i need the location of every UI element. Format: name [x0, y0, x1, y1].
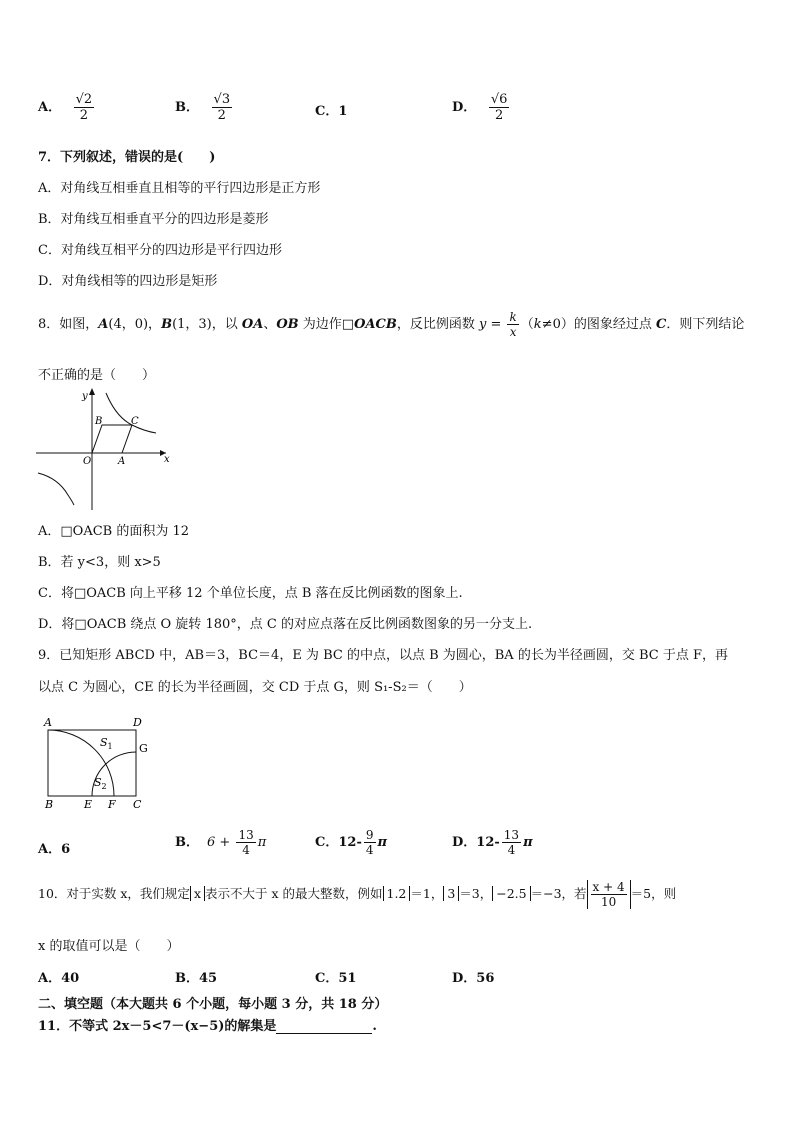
fraction: $\frac{√3}{2}$: [213, 92, 231, 123]
fraction: $\frac{k}{x}$: [509, 310, 517, 339]
q7-stem: 7．下列叙述，错误的是( ): [38, 150, 216, 165]
floor-bracket: −2.5: [492, 886, 530, 901]
q8-option-b: B．若 y<3，则 x>5: [38, 555, 161, 570]
q9-option-c: C．12- $\frac{9}{4}$ π: [315, 828, 388, 857]
q6-option-c: C．1: [315, 104, 348, 119]
q10-option-b: B．45: [175, 971, 218, 986]
answer-blank[interactable]: [276, 1021, 372, 1034]
fraction: $\frac{13}{4}$: [503, 828, 520, 857]
fig-label-g: G: [139, 742, 148, 755]
q9-figure: [38, 713, 168, 813]
q11-stem: 11．不等式 2x－5<7－(x−5)的解集是 .: [38, 1019, 377, 1034]
floor-bracket: 3: [443, 886, 459, 901]
floor-bracket: 1.2: [383, 886, 411, 901]
fig-label-d: D: [133, 716, 142, 729]
fig-label-e: E: [84, 798, 93, 811]
fig-label-s2: $S_2$: [94, 776, 107, 791]
q10-option-d: D．56: [452, 971, 495, 986]
q9-option-b: B． 6 + $\frac{13}{4}$ π: [175, 828, 267, 857]
fig-label-b: B: [95, 416, 103, 427]
floor-bracket: x: [190, 886, 205, 901]
floor-bracket: [587, 880, 631, 909]
fig-label-x: x: [164, 454, 170, 465]
q10-option-c: C．51: [315, 971, 357, 986]
q8-stem: 8．如图，A(4，0)，B(1，3)，以 OA、OB 为边作□OACB，反比例函数 y = $\frac{k}{x}$ （k≠0）的图象经过点 C．则下列结论: [38, 310, 745, 339]
section-heading: 二、填空题（本大题共 6 个小题，每小题 3 分，共 18 分）: [38, 997, 388, 1012]
q7-option-b: B．对角线互相垂直平分的四边形是菱形: [38, 212, 269, 227]
fig-label-f: F: [108, 798, 116, 811]
fig-label-a: A: [44, 716, 52, 729]
y-axis-arrow: [89, 388, 95, 395]
fraction: $\frac{√6}{2}$: [490, 92, 508, 123]
fig-label-b: B: [45, 798, 54, 811]
fig-label-c: C: [133, 798, 142, 811]
q9-stem-line2: 以点 C 为圆心，CE 的长为半径画圆，交 CD 于点 G，则 S₁-S₂＝（ ）: [38, 680, 472, 695]
q8-option-d: D．将□OACB 绕点 O 旋转 180°，点 C 的对应点落在反比例函数图象的另一分支上.: [38, 617, 533, 632]
q7-option-c: C．对角线互相平分的四边形是平行四边形: [38, 243, 282, 258]
hyperbola-branch-2: [38, 473, 74, 505]
q10-option-a: A．40: [38, 971, 80, 986]
q6-option-b: B． $\frac{√3}{2}$: [175, 92, 231, 123]
fraction: $\frac{13}{4}$: [238, 828, 254, 857]
fig-label-c: C: [131, 416, 139, 427]
q10-stem: 10．对于实数 x，我们规定 x 表示不大于 x 的最大整数，例如 1.2 ＝1， 3 ＝3， −2.5 ＝−3，若 $\frac{x + 4}{10}$ ＝5，则: [38, 880, 677, 909]
q9-option-d: D．12- $\frac{13}{4}$ π: [452, 828, 533, 857]
parallelogram-oacb: [92, 425, 132, 453]
q6-option-a: [38, 92, 94, 123]
fig-label-o: O: [83, 456, 92, 467]
fraction: $\frac{√2}{2}$: [75, 92, 93, 123]
fraction: $\frac{x + 4}{10}$: [592, 880, 625, 909]
q7-option-a: A．对角线互相垂直且相等的平行四边形是正方形: [38, 181, 321, 196]
q7-option-d: D．对角线相等的四边形是矩形: [38, 274, 218, 289]
fig-label-s1: $S_1$: [100, 736, 113, 751]
q10-stem-line2: x 的取值可以是（ ）: [38, 939, 180, 954]
q9-stem-line1: 9．已知矩形 ABCD 中，AB＝3，BC＝4，E 为 BC 的中点，以点 B 为圆心，BA 的长为半径画圆，交 BC 于点 F，再: [38, 648, 728, 663]
q8-stem-line2: 不正确的是（ ）: [38, 368, 156, 383]
q8-figure: [36, 385, 176, 513]
q6-option-d: D． $\frac{√6}{2}$: [452, 92, 508, 123]
fraction: $\frac{9}{4}$: [365, 828, 374, 857]
rectangle-abcd: [48, 730, 136, 796]
fig-label-y: y: [82, 391, 88, 402]
q9-option-a: A．6: [38, 842, 71, 857]
q8-option-a: A．□OACB 的面积为 12: [38, 524, 190, 539]
option-label: A．: [38, 100, 62, 115]
fig-label-a: A: [118, 456, 126, 467]
q8-option-c: C．将□OACB 向上平移 12 个单位长度，点 B 落在反比例函数的图象上.: [38, 586, 463, 601]
